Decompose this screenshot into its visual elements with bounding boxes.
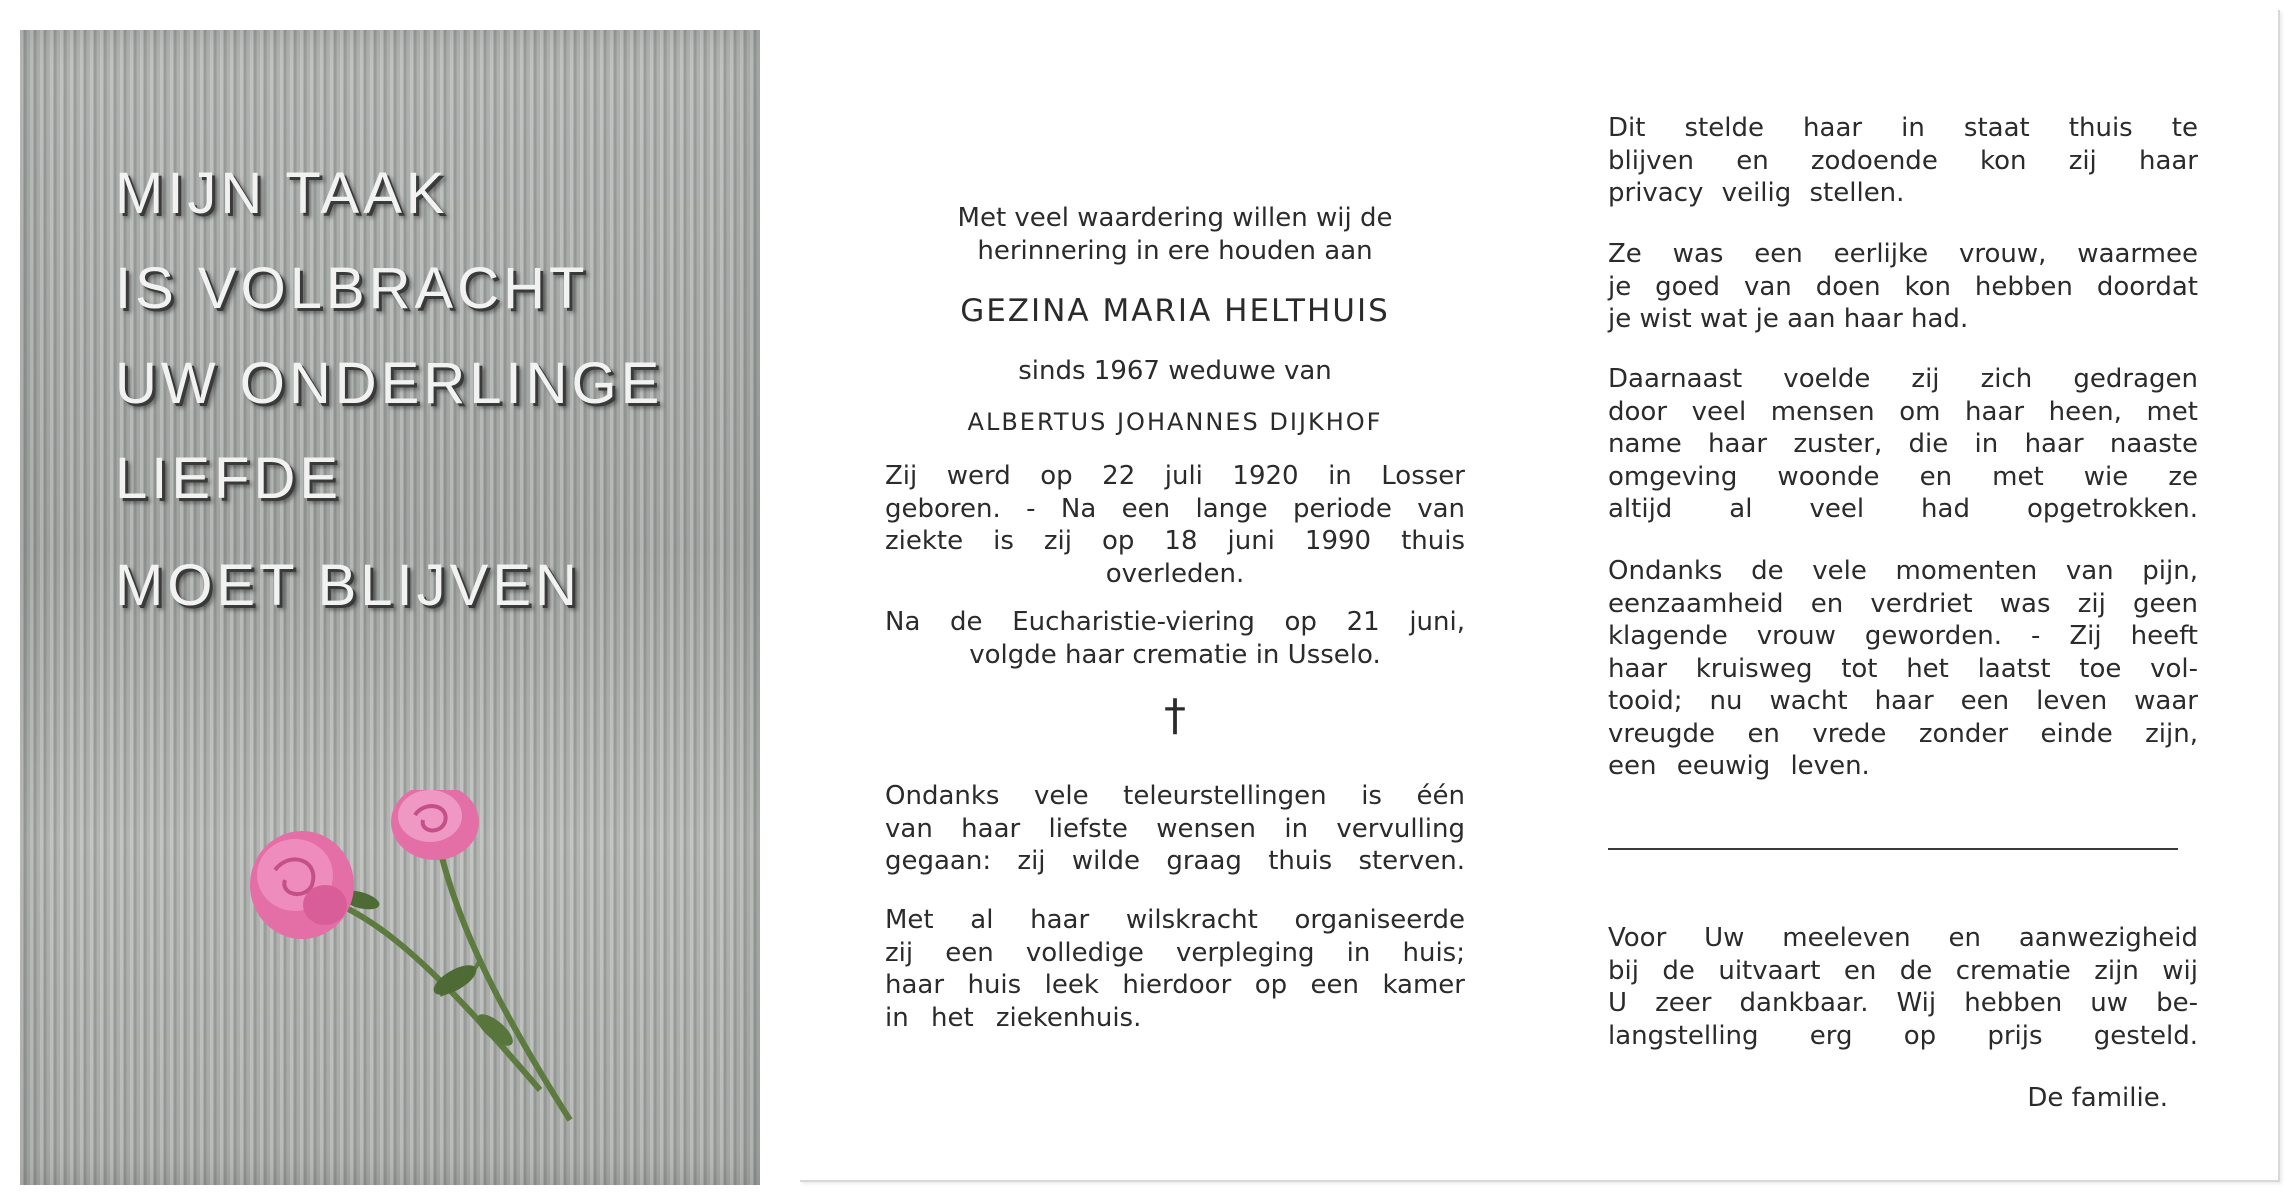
privacy-paragraph bbox=[1608, 112, 2198, 210]
text-line: Ondanks de vele momenten van pijn, bbox=[1608, 556, 2198, 586]
pink-roses-image bbox=[240, 790, 620, 1130]
verse-line: LIEFDE bbox=[115, 446, 343, 511]
verse-line: MOET BLIJVEN bbox=[115, 553, 581, 618]
text-line: altijd al veel had opgetrokken. bbox=[1608, 494, 2198, 524]
text-line: eenzaamheid en verdriet was zij geen bbox=[1608, 588, 2198, 619]
care-paragraph bbox=[885, 904, 1465, 1034]
text-line: gegaan: zij wilde graag thuis sterven. bbox=[885, 846, 1465, 876]
wish-paragraph bbox=[885, 780, 1465, 878]
text-line: volgde haar crematie in Usselo. bbox=[969, 639, 1381, 670]
verse-block bbox=[115, 160, 663, 619]
rose-small bbox=[391, 790, 479, 860]
memorial-photo-card bbox=[20, 30, 760, 1185]
text-line: tooid; nu wacht haar een leven waar bbox=[1608, 686, 2198, 716]
text-line: Ze was een eerlijke vrouw, waarmee bbox=[1608, 239, 2198, 269]
text-line: je goed van doen kon hebben doordat bbox=[1608, 271, 2198, 302]
text-line: Voor Uw meeleven en aanwezigheid bbox=[1608, 923, 2198, 953]
text-line: van haar liefste wensen in vervulling bbox=[885, 813, 1465, 844]
text-line: een eeuwig leven. bbox=[1608, 751, 1870, 781]
text-line: name haar zuster, die in haar naaste bbox=[1608, 429, 2198, 459]
text-line: in het ziekenhuis. bbox=[885, 1002, 1142, 1033]
text-line: blijven en zodoende kon zij haar bbox=[1608, 145, 2198, 176]
birth-death-paragraph bbox=[885, 460, 1465, 590]
divider-line bbox=[1608, 848, 2178, 850]
text-line: omgeving woonde en met wie ze bbox=[1608, 461, 2198, 492]
signoff: De familie. bbox=[2027, 1083, 2168, 1113]
text-line: overleden. bbox=[1105, 558, 1245, 589]
text-line: Met veel waardering willen wij de bbox=[957, 203, 1393, 233]
text-line: haar huis leek hierdoor op een kamer bbox=[885, 970, 1465, 1000]
text-line: privacy veilig stellen. bbox=[1608, 178, 1905, 208]
text-line: U zeer dankbaar. Wij hebben uw be- bbox=[1608, 988, 2198, 1018]
text-line: Met al haar wilskracht organiseerde bbox=[885, 905, 1465, 935]
text-line: Ondanks vele teleurstellingen is één bbox=[885, 781, 1465, 811]
text-line: je wist wat je aan haar had. bbox=[1608, 304, 1969, 334]
funeral-paragraph bbox=[885, 606, 1465, 671]
text-line: Daarnaast voelde zij zich gedragen bbox=[1608, 364, 2198, 394]
text-line: Dit stelde haar in staat thuis te bbox=[1608, 113, 2198, 143]
text-line: herinnering in ere houden aan bbox=[977, 235, 1373, 266]
cross-icon: † bbox=[1164, 690, 1186, 741]
honesty-paragraph bbox=[1608, 238, 2198, 336]
text-line: bij de uitvaart en de crematie zijn wij bbox=[1608, 955, 2198, 986]
verse-line: IS VOLBRACHT bbox=[115, 256, 589, 321]
text-line: door veel mensen om haar heen, met bbox=[1608, 396, 2198, 427]
text-line: vreugde en vrede zonder einde zijn, bbox=[1608, 718, 2198, 749]
memorial-text-card bbox=[800, 10, 2280, 1182]
widow-line: sinds 1967 weduwe van bbox=[1018, 356, 1332, 386]
text-line: haar kruisweg tot het laatst toe vol- bbox=[1608, 653, 2198, 684]
thanks-paragraph bbox=[1608, 922, 2198, 1052]
rose-large bbox=[250, 831, 354, 939]
text-line: klagende vrouw geworden. - Zij heeft bbox=[1608, 621, 2198, 651]
husband-name: ALBERTUS JOHANNES DIJKHOF bbox=[967, 408, 1383, 436]
text-line: geboren. - Na een lange periode van bbox=[885, 493, 1465, 524]
deceased-name: GEZINA MARIA HELTHUIS bbox=[960, 293, 1390, 329]
text-line: ziekte is zij op 18 juni 1990 thuis bbox=[885, 526, 1465, 556]
text-line: langstelling erg op prijs gesteld. bbox=[1608, 1020, 2198, 1051]
text-line: Zij werd op 22 juli 1920 in Losser bbox=[885, 461, 1465, 491]
intro-paragraph bbox=[885, 202, 1465, 267]
text-line: zij een volledige verpleging in huis; bbox=[885, 937, 1465, 968]
text-line: Na de Eucharistie-viering op 21 juni, bbox=[885, 607, 1465, 637]
support-paragraph bbox=[1608, 363, 2198, 526]
suffering-paragraph bbox=[1608, 555, 2198, 783]
verse-line: MIJN TAAK bbox=[115, 161, 449, 226]
verse-line: UW ONDERLINGE bbox=[115, 351, 664, 416]
